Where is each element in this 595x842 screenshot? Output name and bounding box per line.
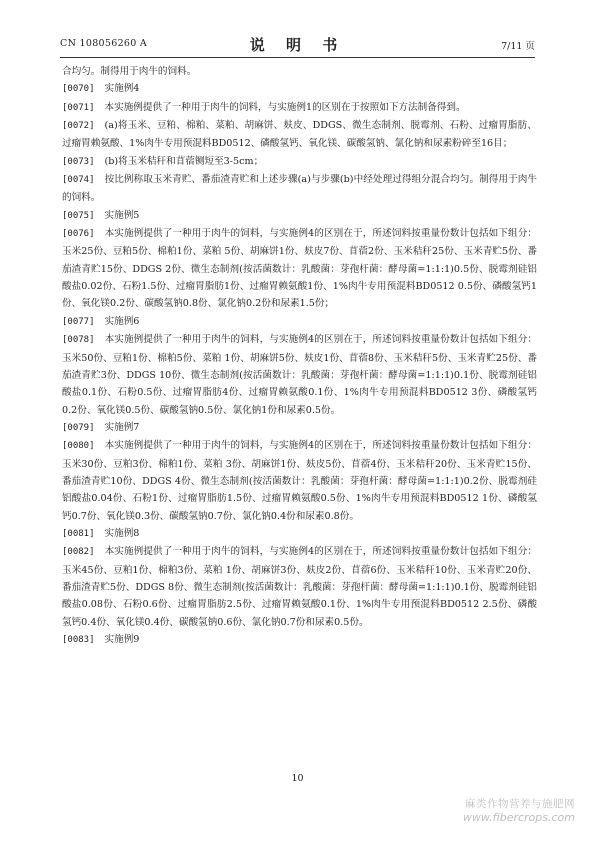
- paragraph: [62, 80, 537, 98]
- paragraph-tag: [0081]: [62, 528, 95, 539]
- paragraph: [62, 171, 537, 207]
- paragraph: [62, 631, 537, 649]
- paragraph: [62, 313, 537, 331]
- paragraph: [62, 99, 537, 117]
- paragraph-text: 实施例4: [104, 83, 140, 95]
- paragraph-text: 本实施例提供了一种用于肉牛的饲料，与实施例1的区别在于按照如下方法制备得到。: [104, 101, 466, 113]
- paragraph: [62, 419, 537, 437]
- watermark-url: www.fibercrops.com: [462, 811, 575, 824]
- paragraph-text: 按比例称取玉米青贮、番茄渣青贮和上述步骤(a)与步骤(b)中经处理过得组分混合均匀。制得用于肉牛的饲料。: [62, 174, 537, 204]
- paragraph: [62, 225, 537, 313]
- paragraph: [62, 117, 537, 153]
- paragraph-tag: [0074]: [62, 175, 95, 186]
- paragraph-text: 实施例5: [104, 209, 140, 221]
- paragraph-tag: [0077]: [62, 316, 95, 327]
- paragraph: [62, 63, 537, 80]
- paragraph-text: (a)将玉米、豆粕、棉粕、菜粕、胡麻饼、麸皮、DDGS、微生态制剂、脱霉剂、石粉、过瘤胃脂肪、过瘤胃赖氨酸、1%肉牛专用预混料BD0512、磷酸氢钙、氧化镁、碳酸氢钠、氯化钠和尿素粉碎至16目；: [62, 120, 537, 150]
- paragraph-tag: [0080]: [62, 441, 95, 452]
- paragraph: [62, 543, 537, 631]
- watermark-site-name: 麻类作物营养与施肥网: [465, 798, 575, 810]
- header-divider: [60, 57, 535, 58]
- paragraph-text: 合均匀。制得用于肉牛的饲料。: [62, 66, 197, 77]
- watermark: [463, 796, 575, 824]
- paragraph-text: 实施例7: [104, 421, 140, 433]
- paragraph: [62, 331, 537, 419]
- paragraph-tag: [0078]: [62, 335, 95, 346]
- paragraph-tag: [0083]: [62, 635, 95, 645]
- paragraph: [62, 153, 537, 171]
- paragraph-text: 本实施例提供了一种用于肉牛的饲料，与实施例4的区别在于，所述饲料按重量份数计包括如下组分：玉米50份、豆粕1份、棉粕5份、菜粕 1份、胡麻饼5份、麸皮1份、苜蓿8份、玉米秸秆5份、玉米青贮25份、番茄渣青贮3份、DDGS 10份、微生态制剂(按活菌数计：乳酸菌：芽孢杆菌：酵母菌=1:1:1)0.1份、脱霉剂硅铝酸盐0.1份、石粉0.5份、过瘤胃脂肪4份、过瘤胃赖氨酸0.1份、1%肉牛专用预混料BD0512 3份、磷酸氢钙0.2份、氧化镁0.5份、碳酸氢钠0.5份、氯化钠1份和尿素0.5份。: [62, 334, 537, 416]
- paragraph-tag: [0079]: [62, 422, 95, 433]
- paragraph-text: 实施例8: [104, 527, 140, 539]
- paragraph-text: 本实施例提供了一种用于肉牛的饲料，与实施例4的区别在于，所述饲料按重量份数计包括如下组分：玉米30份、豆粕3份、棉粕1份、菜粕 3份、胡麻饼1份、麸皮5份、苜蓿4份、玉米秸秆20份、玉米青贮15份、番茄渣青贮10份、DDGS 4份、微生态制剂(按活菌数计：乳酸菌：芽孢杆菌：酵母菌=1:1:1)0.2份、脱霉剂硅铝酸盐0.04份、石粉1份、过瘤胃脂肪1.5份、过瘤胃赖氨酸0.5份、1%肉牛专用预混料BD0512 1份、磷酸氢钙0.7份、氧化镁0.3份、碳酸氢钠0.7份、氯化钠0.4份和尿素0.8份。: [62, 440, 537, 522]
- paragraph-tag: [0072]: [62, 121, 95, 132]
- publication-number: CN 108056260 A: [60, 38, 148, 49]
- paragraph: [62, 207, 537, 225]
- paragraph: [62, 525, 537, 543]
- paragraph-tag: [0082]: [62, 547, 95, 558]
- page-info: 7/11 页: [501, 41, 535, 52]
- document-title: 说 明 书: [249, 36, 346, 54]
- paragraph-tag: [0070]: [62, 84, 95, 95]
- paragraph-text: 本实施例提供了一种用于肉牛的饲料，与实施例4的区别在于，所述饲料按重量份数计包括如下组分：玉米45份、豆粕1份、棉粕3份、菜粕 1份、胡麻饼3份、麸皮2份、苜蓿6份、玉米秸秆10份、玉米青贮20份、番茄渣青贮5份、DDGS 8份、微生态制剂(按活菌数计：乳酸菌：芽孢杆菌：酵母菌=1:1:1)0.1份、脱霉剂硅铝酸盐0.08份、石粉0.6份、过瘤胃脂肪2.5份、过瘤胃赖氨酸0.1份、1%肉牛专用预混料BD0512 2.5份、磷酸氢钙0.4份、氧化镁0.4份、碳酸氢钠0.6份、氯化钠0.7份和尿素0.5份。: [62, 546, 537, 628]
- page-number: 10: [291, 773, 304, 784]
- paragraph-text: 实施例9: [104, 634, 140, 645]
- page-header: [60, 34, 535, 56]
- paragraph-text: 本实施例提供了一种用于肉牛的饲料，与实施例4的区别在于，所述饲料按重量份数计包括如下组分：玉米25份、豆粕5份、棉粕1份、菜粕 5份、胡麻饼1份、麸皮7份、苜蓿2份、玉米秸秆25份、玉米青贮5份、番茄渣青贮15份、DDGS 2份、微生态制剂(按活菌数计：乳酸菌：芽孢杆菌：酵母菌=1:1:1)0.5份、脱霉剂硅铝酸盐0.02份、石粉1.5份、过瘤胃脂肪1份、过瘤胃赖氨酸1份、1%肉牛专用预混料BD0512 0.5份、磷酸氢钙1份、氧化镁0.2份、碳酸氢钠0.8份、氯化钠0.2份和尿素1.5份；: [62, 228, 537, 310]
- paragraph-tag: [0071]: [62, 102, 95, 113]
- paragraph-text: 实施例6: [104, 315, 140, 327]
- paragraph-tag: [0073]: [62, 156, 95, 167]
- paragraph: [62, 437, 537, 525]
- document-body: [62, 63, 537, 649]
- paragraph-tag: [0075]: [62, 210, 95, 221]
- paragraph-text: (b)将玉米秸秆和苜蓿铡短至3-5cm；: [104, 155, 264, 167]
- paragraph-tag: [0076]: [62, 229, 95, 240]
